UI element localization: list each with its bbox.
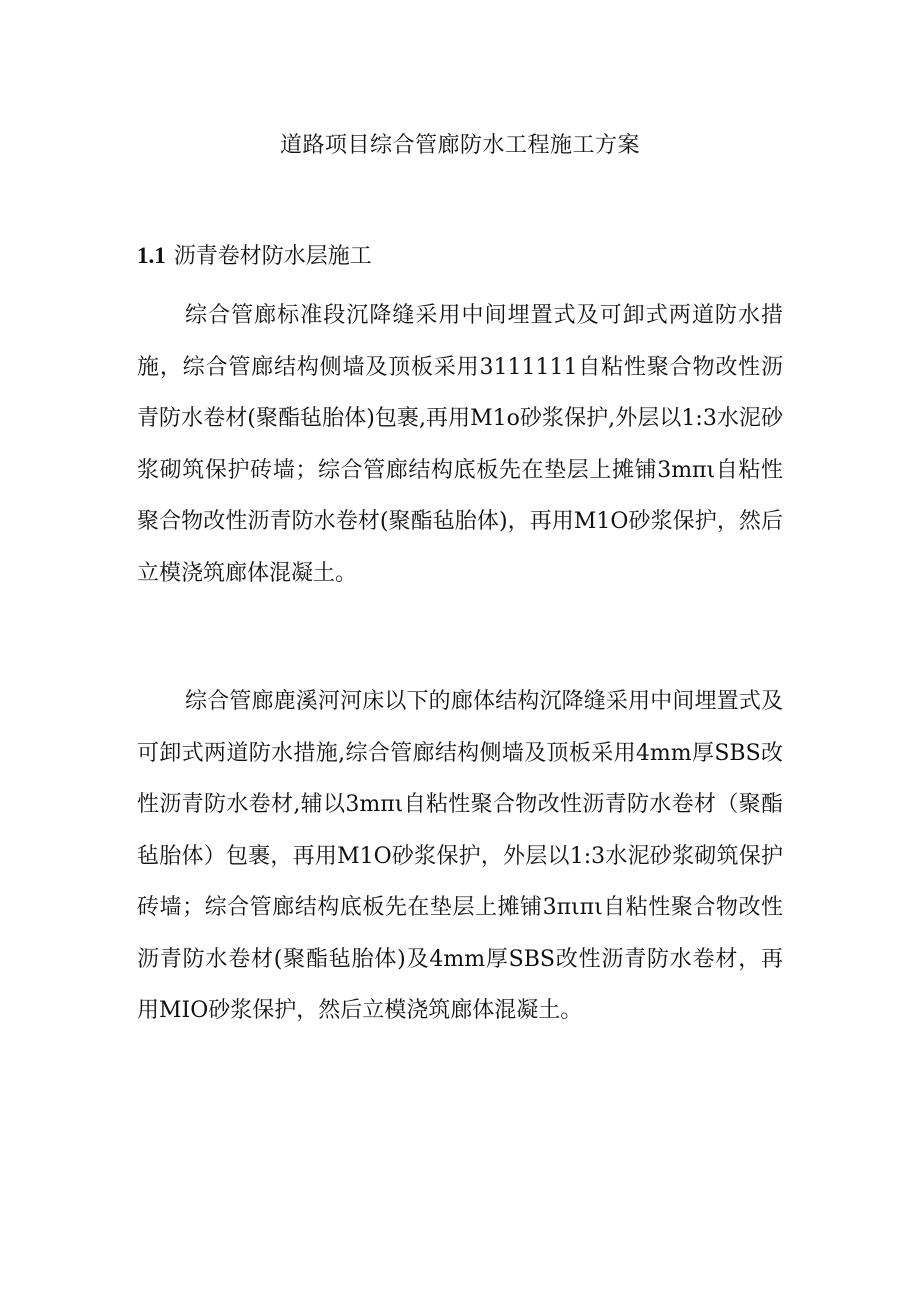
- section-heading: [137, 239, 372, 274]
- section-number: 1.1: [137, 243, 166, 268]
- body-paragraph-1: 综合管廊标准段沉降缝采用中间埋置式及可卸式两道防水措施，综合管廊结构侧墙及顶板采用3111111自粘性聚合物改性沥青防水卷材(聚酯毡胎体)包裹,再用M1o砂浆保护,外层以1:3水泥砂浆砌筑保护砖墙；综合管廊结构底板先在垫层上摊铺3mπι自粘性聚合物改性沥青防水卷材(聚酯毡胎体)，再用M1O砂浆保护，然后立模浇筑廊体混凝土。: [137, 303, 783, 586]
- body-paragraph-2: 综合管廊鹿溪河河床以下的廊体结构沉降缝采用中间埋置式及可卸式两道防水措施,综合管廊结构侧墙及顶板采用4mm厚SBS改性沥青防水卷材,辅以3mπι自粘性聚合物改性沥青防水卷材（聚酯毡胎体）包裹，再用M1O砂浆保护，外层以1:3水泥砂浆砌筑保护砖墙；综合管廊结构底板先在垫层上摊铺3πιπι自粘性聚合物改性沥青防水卷材(聚酯毡胎体)及4mm厚SBS改性沥青防水卷材，再用MIO砂浆保护，然后立模浇筑廊体混凝土。: [137, 689, 783, 1023]
- document-title: 道路项目综合管廊防水工程施工方案: [279, 133, 640, 158]
- section-heading-text: 沥青卷材防水层施工: [173, 244, 372, 269]
